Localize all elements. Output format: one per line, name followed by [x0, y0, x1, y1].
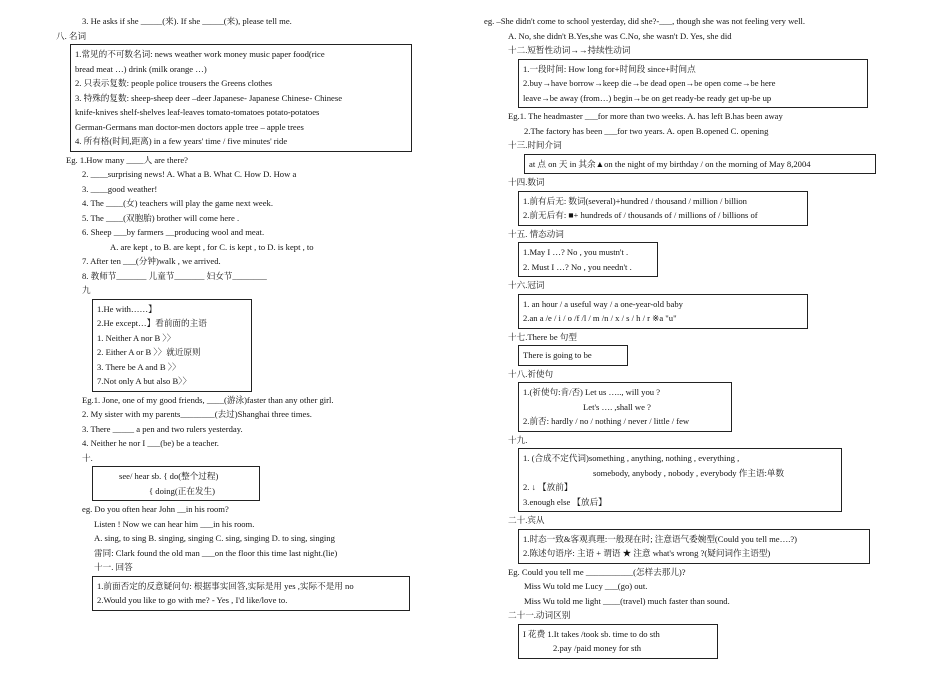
- right-intro-line: eg. –She didn't come to school yesterday, did she?-___, though she was not feeling very well.: [484, 16, 806, 26]
- example-line: Miss Wu told me Lucy ___(go) out.: [524, 581, 648, 591]
- noun-rule-line: knife-knives shelf-shelves leaf-leaves tomato-tomatoes potato-potatoes: [75, 107, 320, 117]
- agreement-rule-line: 3. There be A and B 〉〉: [97, 361, 181, 372]
- example-line: 8. 教师节_______ 儿童节_______ 妇女节________: [82, 270, 267, 281]
- section-14-heading: 十四.数词: [508, 177, 545, 187]
- example-line: Eg. 1.How many ____人 are there?: [66, 154, 188, 165]
- imperative-rule-line: Let's …. ,shall we ?: [583, 401, 651, 412]
- example-line: 3. ____good weather!: [82, 183, 158, 194]
- section-11-heading: 十一. 回答: [94, 562, 133, 572]
- example-line: A. are kept , to B. are kept , for C. is kept , to D. is kept , to: [110, 241, 314, 252]
- example-line: eg. Do you often hear John __in his room?: [82, 504, 229, 514]
- articles-box: [518, 294, 808, 329]
- example-line: Miss Wu told me light ____(travel) much faster than sound.: [524, 595, 730, 606]
- verb-distinction-box: [518, 624, 718, 659]
- agreement-rule-line: 2. Either A or B 〉〉就近原则: [97, 347, 201, 357]
- noun-rule-line: bread meat …) drink (milk orange …): [75, 63, 207, 74]
- example-line: 2.The factory has been ___for two years. A. open B.opened C. opening: [524, 125, 769, 136]
- example-line: Listen ! Now we can hear him ___in his room.: [94, 518, 255, 529]
- section-19-heading: 十九.: [508, 434, 528, 445]
- section-12-heading: 十二.短暂性动词→→持续性动词: [508, 45, 631, 55]
- there-be-box: [518, 345, 628, 366]
- example-line: 4. Neither he nor I ___(be) be a teacher.: [82, 438, 219, 448]
- example-line: Eg.1. Jone, one of my good friends, ____(游泳)faster than any other girl.: [82, 394, 334, 405]
- section-21-heading: 二十一.动词区别: [508, 610, 571, 620]
- verb-rule-line: 1.一段时间: How long for+时间段 since+时间点: [523, 63, 696, 74]
- verb-distinction-line: 2.pay /paid money for sth: [553, 643, 642, 653]
- article-rule-line: 2.an a /e / i / o /f /l / m /n / x / s / h / r ※a "u": [523, 313, 677, 323]
- noun-rule-line: German-Germans man doctor-men doctors apple tree – apple trees: [75, 121, 304, 132]
- see-hear-line: { doing(正在发生): [149, 485, 215, 496]
- section-15-heading: 十五. 情态动词: [508, 228, 564, 239]
- answer-rule-line: 2.Would you like to go with me? - Yes , I'd like/love to.: [97, 595, 288, 605]
- noun-rule-line: 3. 特殊的复数: sheep-sheep deer –deer Japanese- Japanese Chinese- Chinese: [75, 92, 343, 103]
- example-line: 7. After ten ___(分钟)walk , we arrived.: [82, 256, 221, 266]
- example-line: 雷同: Clark found the old man ___on the floor this time last night.(lie): [94, 547, 338, 558]
- agreement-rule-line: 7.Not only A but also B〉〉: [97, 376, 192, 386]
- section-9-heading: 九: [82, 285, 91, 295]
- pronoun-rule-line: somebody, anybody , nobody , everybody 作主语:单数: [593, 467, 785, 478]
- example-line: 3. There _____ a pen and two rulers yesterday.: [82, 423, 243, 434]
- object-clause-box: [518, 529, 870, 564]
- section-17-heading: 十七.There be 句型: [508, 331, 577, 342]
- verb-rule-line: 2.buy→have borrow→keep die→be dead open→be open come→be here: [523, 78, 776, 88]
- example-line: 6. Sheep ___by farmers __producing wool and meat.: [82, 227, 265, 237]
- verb-distinction-line: I 花费 1.It takes /took sb. time to do sth: [523, 628, 660, 639]
- see-hear-box: [92, 466, 260, 501]
- example-line: 4. The ____(女) teachers will play the game next week.: [82, 198, 273, 208]
- verb-rule-line: leave→be away (from…) begin→be on get ready-be ready get up-be up: [523, 92, 772, 103]
- section-16-heading: 十六.冠词: [508, 280, 545, 290]
- agreement-rule-line: 2.He except…】看前面的主语: [97, 318, 207, 328]
- modal-verbs-box: [518, 242, 658, 277]
- noun-rules-box: [70, 44, 412, 152]
- modal-rule-line: 2. Must I …? No , you needn't .: [523, 261, 632, 272]
- section-20-heading: 二十.宾从: [508, 515, 545, 525]
- there-be-line: There is going to be: [523, 350, 592, 360]
- example-line: A. sing, to sing B. singing, singing C. sing, singing D. to sing, singing: [94, 533, 335, 543]
- agreement-rule-line: 1. Neither A nor B 〉〉: [97, 332, 176, 343]
- left-intro-line: 3. He asks if she _____(来). If she _____(来), please tell me.: [82, 16, 292, 26]
- noun-rule-line: 4. 所有格(时间,距离) in a few years' time / five minutes' ride: [75, 136, 288, 146]
- see-hear-line: see/ hear sb. { do(整个过程): [119, 471, 219, 481]
- agreement-rule-line: 1.He with……】: [97, 303, 157, 314]
- imperative-rule-line: 1.(祈使句:肯/否) Let us ….., will you ?: [523, 387, 661, 397]
- example-line: Eg. Could you tell me ___________(怎样去那儿)?: [508, 566, 686, 577]
- time-preposition-line: at 点 on 天 in 其余▲on the night of my birthday / on the morning of May 8,2004: [529, 158, 811, 169]
- section-18-heading: 十八.祈使句: [508, 368, 554, 379]
- pronoun-rule-line: 1. (合成不定代词)something , anything, nothing , everything ,: [523, 453, 740, 463]
- left-column: [56, 14, 418, 612]
- numeral-rule-line: 2.前无后有: ■+ hundreds of / thousands of / millions of / billions of: [523, 210, 758, 220]
- right-intro-options: A. No, she didn't B.Yes,she was C.No, she wasn't D. Yes, she did: [508, 30, 732, 41]
- numeral-rule-line: 1.前有后无: 数词(several)+hundred / thousand / million / billion: [523, 195, 747, 206]
- noun-rule-line: 1.常见的不可数名词: news weather work money music paper food(rice: [75, 49, 325, 59]
- section-13-heading: 十三.时间介词: [508, 140, 562, 150]
- modal-rule-line: 1.May I …? No , you mustn't .: [523, 247, 629, 257]
- example-line: 2. ____surprising news! A. What a B. What C. How D. How a: [82, 169, 297, 179]
- answer-rule-line: 1.前面否定的反意疑问句: 根据事实回答,实际是用 yes ,实际不是用 no: [97, 580, 354, 591]
- verb-duration-box: [518, 59, 868, 109]
- imperatives-box: [518, 382, 732, 432]
- article-rule-line: 1. an hour / a useful way / a one-year-old baby: [523, 298, 683, 309]
- noun-rule-line: 2. 只表示复数: people police trousers the Greens clothes: [75, 78, 273, 88]
- example-line: 5. The ____(双胞胎) brother will come here .: [82, 212, 240, 223]
- numerals-box: [518, 191, 808, 226]
- section-8-heading: 八. 名词: [56, 30, 87, 41]
- indefinite-pronouns-box: [518, 448, 842, 512]
- section-10-heading: 十.: [82, 452, 93, 463]
- right-column: [484, 14, 894, 660]
- pronoun-rule-line: 2. ↓ 【放前】: [523, 482, 573, 492]
- object-clause-line: 2.陈述句语序: 主语 + 谓语 ★ 注意 what's wrong ?(疑问词作主语型): [523, 548, 771, 558]
- time-prepositions-box: [524, 154, 876, 175]
- example-line: 2. My sister with my parents________(去过)Shanghai three times.: [82, 409, 312, 419]
- answer-rules-box: [92, 576, 410, 611]
- object-clause-line: 1.时态一致&客观真理:一般现在时; 注意语气委婉型(Could you tell me….?): [523, 533, 798, 544]
- subject-agreement-box: [92, 299, 252, 392]
- pronoun-rule-line: 3.enough else 【放后】: [523, 496, 607, 507]
- example-line: Eg.1. The headmaster ___for more than two weeks. A. has left B.has been away: [508, 111, 783, 121]
- imperative-rule-line: 2.前否: hardly / no / nothing / never / little / few: [523, 416, 690, 426]
